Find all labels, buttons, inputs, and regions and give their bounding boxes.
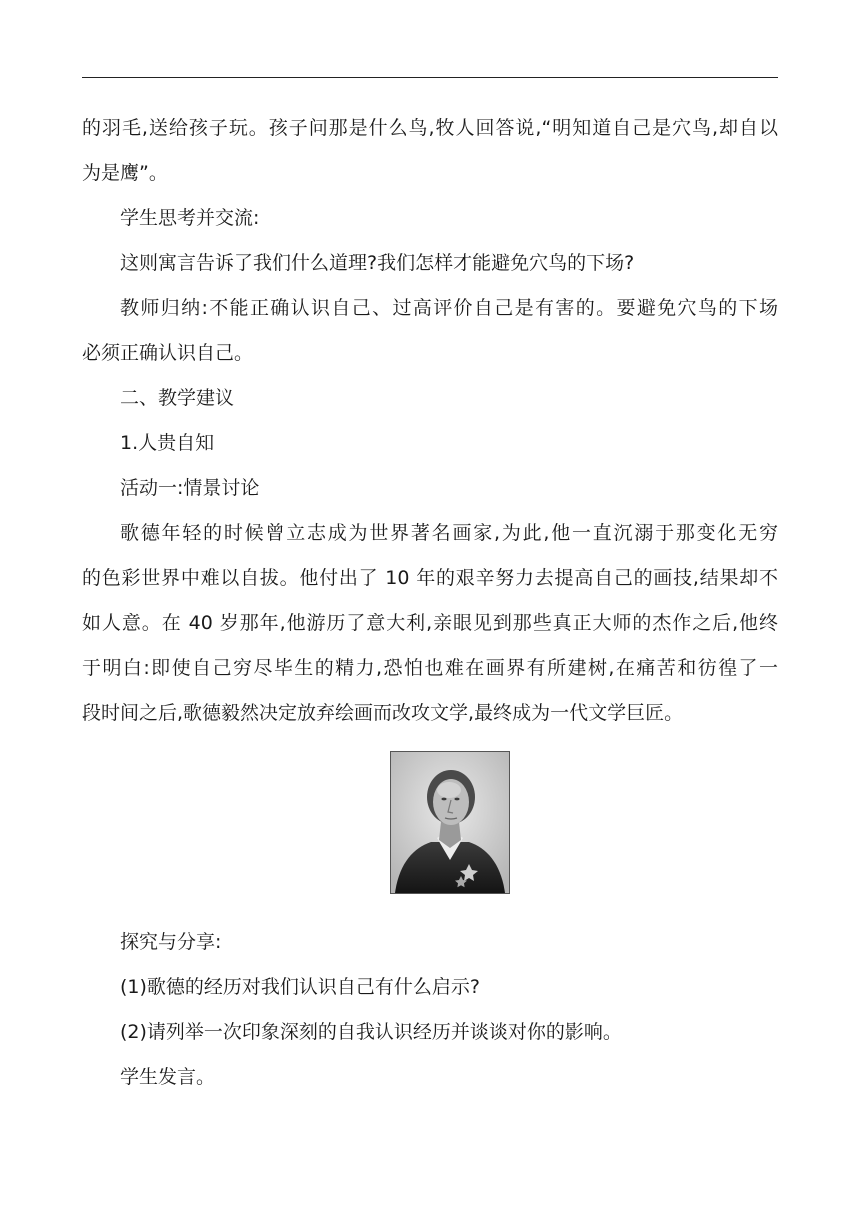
question-line: (2)请列举一次印象深刻的自我认识经历并谈谈对你的影响。 [120,1021,622,1043]
activity-heading: 活动一:情景讨论 [120,477,260,499]
portrait-illustration [391,752,509,893]
paragraph-line: 歌德年轻的时候曾立志成为世界著名画家,为此,他一直沉溺于那变化无穷 [120,522,778,544]
subsection-heading: 1.人贵自知 [120,432,215,454]
paragraph-line: 学生思考并交流: [120,207,260,229]
paragraph-line: 教师归纳:不能正确认识自己、过高评价自己是有害的。要避免穴鸟的下场 [120,297,778,319]
paragraph-line: 如人意。在 40 岁那年,他游历了意大利,亲眼见到那些真正大师的杰作之后,他终 [82,612,778,634]
paragraph-line: 必须正确认识自己。 [82,342,254,364]
paragraph-line: 探究与分享: [120,931,222,953]
header-rule [82,77,778,78]
paragraph-line: 这则寓言告诉了我们什么道理?我们怎样才能避免穴鸟的下场? [120,252,635,274]
paragraph-line: 于明白:即使自己穷尽毕生的精力,恐怕也难在画界有所建树,在痛苦和彷徨了一 [82,657,778,679]
section-heading: 二、教学建议 [120,387,235,409]
paragraph-line: 的色彩世界中难以自拔。他付出了 10 年的艰辛努力去提高自己的画技,结果却不 [82,567,778,589]
goethe-portrait-image [390,751,510,894]
paragraph-line: 段时间之后,歌德毅然决定放弃绘画而改攻文学,最终成为一代文学巨匠。 [82,702,684,724]
paragraph-line: 学生发言。 [120,1066,216,1088]
paragraph-line: 为是鹰”。 [82,162,168,184]
paragraph-line: 的羽毛,送给孩子玩。孩子问那是什么鸟,牧人回答说,“明知道自己是穴鸟,却自以 [82,117,778,139]
question-line: (1)歌德的经历对我们认识自己有什么启示? [120,976,480,998]
